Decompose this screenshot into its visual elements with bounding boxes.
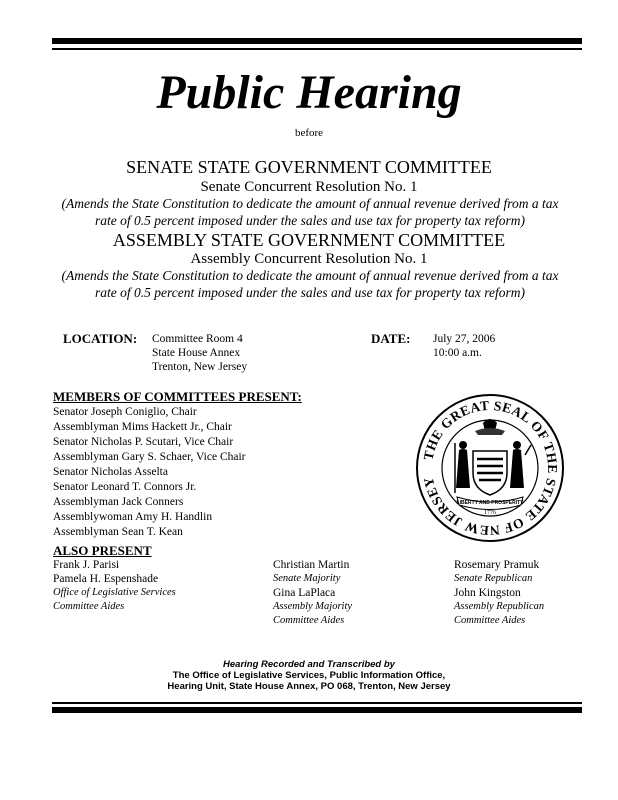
assembly-amend-line-2: rate of 0.5 percent imposed under the sales and use tax for property tax reform)	[94, 285, 526, 300]
list-item: Office of Legislative Services	[53, 587, 176, 598]
also-present-col-1	[53, 558, 176, 614]
footer-line-1: Hearing Recorded and Transcribed by	[223, 659, 395, 670]
great-seal-icon	[415, 393, 565, 543]
list-item: Assemblyman Sean T. Kean	[53, 526, 183, 538]
also-present-col-2	[273, 558, 352, 628]
also-present-col-3	[454, 558, 544, 628]
assembly-resolution: Assembly Concurrent Resolution No. 1	[190, 251, 428, 267]
list-item: Committee Aides	[454, 615, 526, 626]
seal-ring-text: THE GREAT SEAL OF THE STATE OF NEW JERSEY	[420, 397, 561, 539]
location-line: Committee Room 4	[152, 333, 243, 345]
bottom-rule-thin	[52, 702, 582, 704]
list-item: Assemblyman Mims Hackett Jr., Chair	[53, 421, 232, 433]
list-item: Committee Aides	[273, 615, 345, 626]
page-title: Public Hearing	[156, 66, 462, 119]
location-line: Trenton, New Jersey	[152, 361, 248, 373]
date-label: DATE:	[371, 331, 411, 346]
list-item: Assemblyman Gary S. Schaer, Vice Chair	[53, 451, 246, 463]
list-item: Senator Nicholas P. Scutari, Vice Chair	[53, 436, 234, 448]
list-item: Assembly Majority	[273, 601, 353, 612]
members-list	[53, 405, 246, 540]
senate-amend-line-2: rate of 0.5 percent imposed under the sales and use tax for property tax reform)	[94, 213, 526, 228]
location-value	[152, 332, 247, 374]
before-text: before	[294, 127, 324, 139]
list-item: Christian Martin	[273, 559, 350, 571]
date-line: July 27, 2006	[433, 333, 496, 345]
list-item: Pamela H. Espenshade	[53, 573, 159, 585]
footer-line-2: The Office of Legislative Services, Public Information Office,	[172, 670, 446, 681]
bottom-rule-thick	[52, 707, 582, 713]
list-item: Rosemary Pramuk	[454, 559, 540, 571]
location-line: State House Annex	[152, 347, 241, 359]
list-item: Gina LaPlaca	[273, 587, 336, 599]
list-item: Senator Nicholas Asselta	[53, 466, 168, 478]
date-line: 10:00 a.m.	[433, 347, 482, 359]
list-item: Frank J. Parisi	[53, 559, 120, 571]
date-value	[433, 332, 495, 360]
footer	[0, 659, 618, 692]
list-item: Senator Leonard T. Connors Jr.	[53, 481, 197, 493]
also-present-heading: ALSO PRESENT	[53, 543, 152, 558]
list-item: Assemblyman Jack Conners	[53, 496, 184, 508]
assembly-amend-line-1: (Amends the State Constitution to dedicate the amount of annual revenue derived from a tax	[61, 268, 559, 283]
list-item: John Kingston	[454, 587, 521, 599]
list-item: Assemblywoman Amy H. Handlin	[53, 511, 213, 523]
list-item: Senator Joseph Coniglio, Chair	[53, 406, 197, 418]
footer-line-3: Hearing Unit, State House Annex, PO 068, Trenton, New Jersey	[167, 681, 451, 692]
senate-resolution: Senate Concurrent Resolution No. 1	[200, 179, 418, 195]
list-item: Assembly Republican	[454, 601, 545, 612]
list-item: Committee Aides	[53, 601, 125, 612]
seal-year: 1776	[484, 510, 496, 516]
top-rule-thin	[52, 48, 582, 50]
top-rule-thick	[52, 38, 582, 44]
list-item: Senate Majority	[273, 573, 341, 584]
members-heading: MEMBERS OF COMMITTEES PRESENT:	[53, 389, 302, 404]
list-item: Senate Republican	[454, 573, 533, 584]
location-label: LOCATION:	[63, 331, 138, 346]
senate-amend-line-1: (Amends the State Constitution to dedicate the amount of annual revenue derived from a tax	[61, 196, 559, 211]
assembly-committee-heading: ASSEMBLY STATE GOVERNMENT COMMITTEE	[112, 230, 506, 250]
seal-motto: LIBERTY AND PROSPERITY	[456, 500, 524, 506]
senate-committee-heading: SENATE STATE GOVERNMENT COMMITTEE	[126, 157, 492, 177]
